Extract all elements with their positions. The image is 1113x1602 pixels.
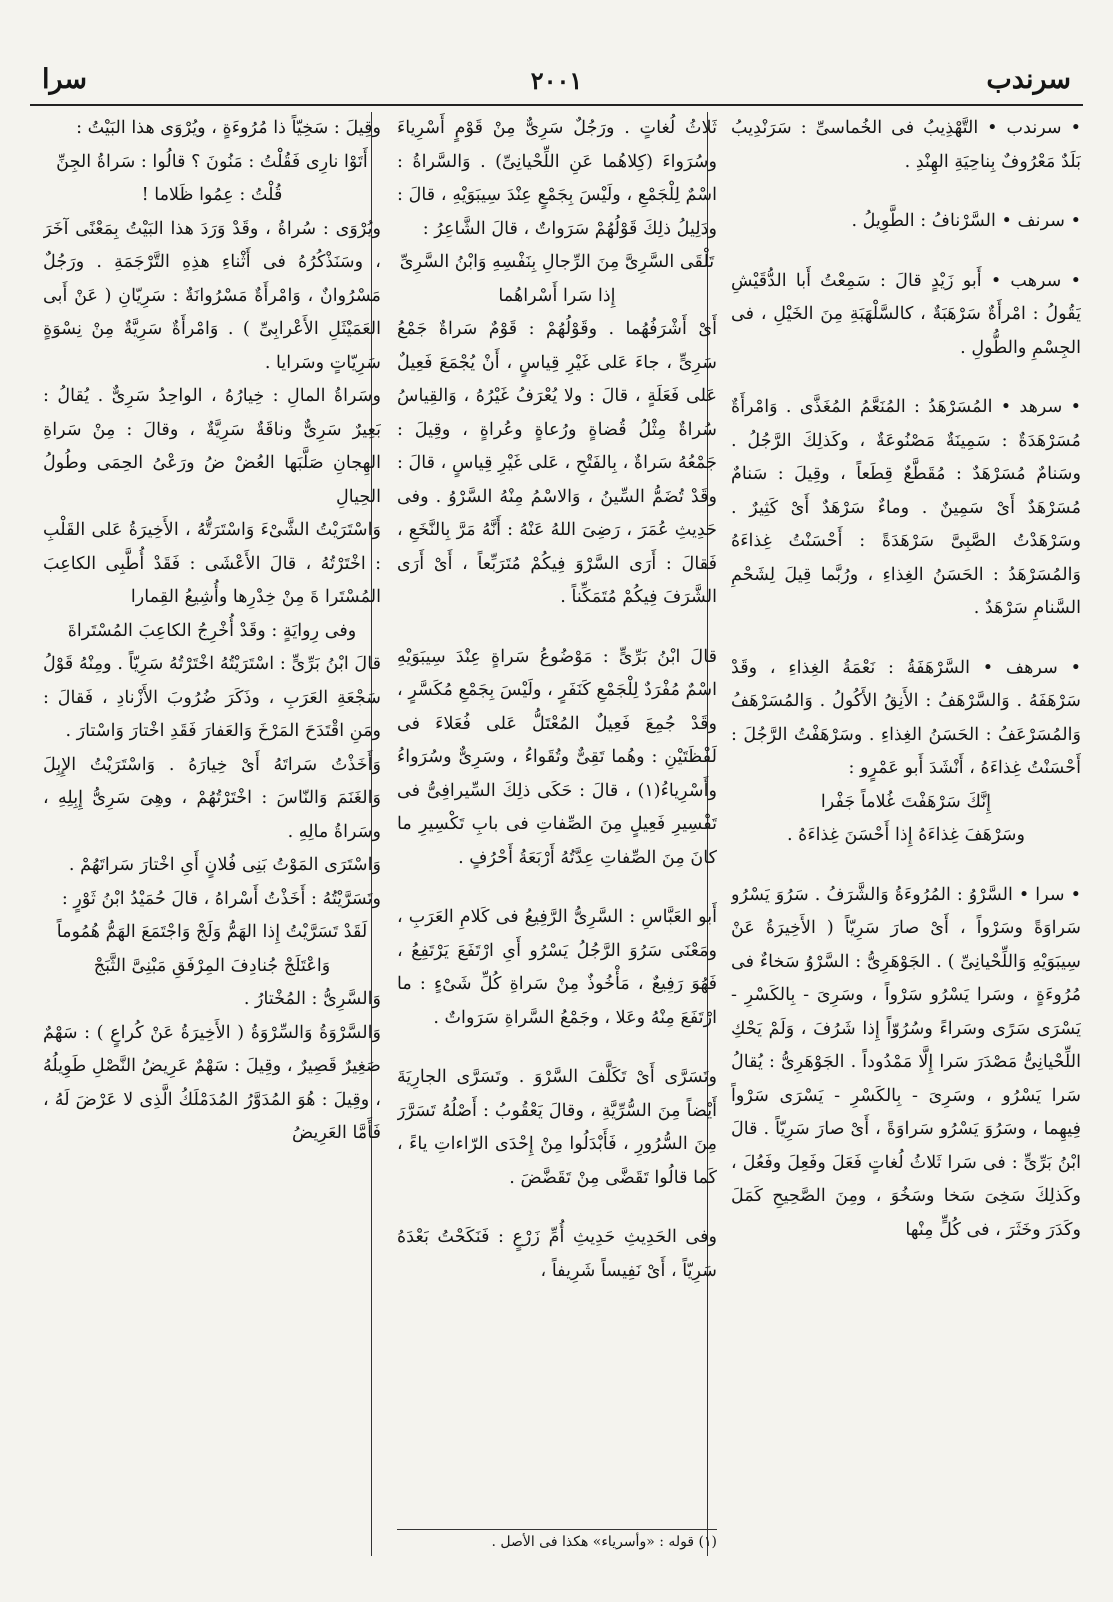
text-paragraph: وَأَخَذْتُ سَراتَهُ أَىْ خِيارَهُ . وَاسْتَرَيْتُ الإِبِلَ وَالغَنَمَ وَالنّاسَ : اخْتَرْتُهُمْ ، وهِىَ سَرِىُّ إِبِلِهِ ، وسَراةُ مالِهِ .: [43, 754, 381, 842]
text-paragraph: وتَسَرَّى أَىْ تَكَلَّفَ السَّرْوَ . وتَسَرَّى الجارِيَةَ أَيْضاً مِنَ السُّرِّيَّةِ ، وقالَ يَعْقُوبُ : أَصْلُهُ تَسَرَّرَ مِنَ السُّرُورِ ، فَأَبْدَلُوا مِنْ إِحْدَى الرّاءاتِ ياءً ، كَما قالُوا تَقَضَّى مِنْ تَقَضَّضَ .: [397, 1067, 717, 1188]
verse-line: إِنَّكَ سَرْهَفْتَ غُلاماً جَفْرا: [820, 791, 992, 812]
footnote: (١) قوله : «وأسرياء» هكذا فى الأصل .: [397, 1529, 717, 1550]
text-paragraph: قالَ ابْنُ بَرِّىٍّ : اسْتَرَيْتُهُ اخْتَرْتُهُ سَرِيّاً . ومِنْهُ قَوْلُ سَجْعَةِ العَرَبِ ، وذَكَرَ ضُرُوبَ الأَزْنادِ ، فَقالَ : ومَنِ اقْتَدَحَ المَرْخَ وَالعَفارَ فَقَدِ اخْتارَ وَاسْتارَ .: [43, 654, 381, 741]
text-paragraph: وَاسْتَرَى المَوْتُ بَنِى فُلانٍ أَىِ اخْتارَ سَراتَهُمْ .: [68, 855, 381, 875]
column-middle: [397, 112, 717, 1556]
page-header: [30, 62, 1083, 106]
entry-paragraph: • سرندب • التَّهْذِيبُ فى الخُماسىِّ : سَرَنْدِيبُ بَلَدٌ مَعْرُوفٌ بِناحِيَةِ الهِنْدِ .: [731, 118, 1081, 172]
entry-paragraph: • سرهف • السَّرْهَفَةُ : نَعْمَةُ الغِذاءِ ، وقَدْ سَرْهَفَهُ . وَالسَّرْهَفُ : الأَنِقُ الأَكُولُ . وَالمُسَرْهَفُ وَالمُسَرْعَفُ : الحَسَنُ الغِذاءِ . وسَرْهَفْتُ الرَّجُلَ : أَحْسَنْتُ غِذاءَهُ ، أَنْشَدَ أَبو عَمْرٍو :: [731, 657, 1081, 778]
header-right-word: سرندب: [986, 64, 1071, 95]
text-paragraph: أَىْ أَشْرَفُهُما . وقَوْلُهُمْ : قَوْمٌ سَراةٌ جَمْعُ سَرِىٍّ ، جاءَ عَلى غَيْرِ قِياسٍ ، أَنْ يُجْمَعَ فَعِيلٌ عَلى فَعَلَةٍ ، قالَ : ولا يُعْرَفُ غَيْرُهُ ، وَالقِياسُ سُراةٌ مِثْلُ قُضاةٍ ورُعاةٍ وعُراةٍ ، وقِيلَ : جَمْعُهُ سَراةٌ ، بِالفَتْحِ ، عَلى غَيْرِ قِياسٍ ، قالَ : وقَدْ تُضَمُّ السِّينُ ، وَالاسْمُ مِنْهُ السَّرْوُ . وفى حَدِيثِ عُمَرَ ، رَضِىَ اللهُ عَنْهُ : أَنَّهُ مَرَّ بِالنَّخَعِ ، فَقالَ : أَرَى السَّرْوَ فِيكُمْ مُتَرَبِّعاً ، أَىْ أَرَى الشَّرَفَ فِيكُمْ مُتَمَكِّناً .: [397, 319, 717, 607]
header-left-word: سرا: [42, 64, 88, 95]
entry-paragraph: • سرهب • أَبو زَيْدٍ قالَ : سَمِعْتُ أَبا الدُّقَيْشِ يَقُولُ : امْرأَةٌ سَرْهَبَةٌ ، كالسَّلْهَبَةِ مِنَ الخَيْلِ ، فى الجِسْمِ والطُّولِ .: [731, 270, 1081, 358]
verse-line: وسَرْهَفَ غِذاءَهُ إِذا أَحْسَنَ غِذاءَهُ .: [786, 825, 1026, 845]
text-paragraph: ثَلاثُ لُغاتٍ . ورَجُلٌ سَرِىٌّ مِنْ قَوْمٍ أَسْرِياءَ وسُرَواءَ (كِلاهُما عَنِ اللِّحْيانِىِّ) . وَالسَّراةُ : اسْمٌ لِلْجَمْعِ ، ولَيْسَ بِجَمْعٍ عِنْدَ سِيبَوَيْهِ ، قالَ : ودَلِيلُ ذلِكَ قَوْلُهُمْ سَرَواتٌ ، قالَ الشَّاعِرُ :: [397, 118, 717, 239]
column-right: [731, 112, 1081, 1556]
verse-line: أَتَوْا نارِى فَقُلْتُ : مَنُونَ ؟ قالُوا : سَراةُ الجِنِّ قُلْتُ : عِمُوا ظَلاما !: [56, 151, 368, 205]
text-paragraph: أَبو العَبَّاسِ : السَّرِىُّ الرَّفِيعُ فى كَلامِ العَرَبِ ، ومَعْنَى سَرُوَ الرَّجُلُ يَسْرُو أَىِ ارْتَفَعَ يَرْتَفِعُ ، فَهُوَ رَفِيعٌ ، مَأْخُوذٌ مِنْ سَراةِ كُلِّ شَىْءٍ : ما ارْتَفَعَ مِنْهُ وعَلا ، وجَمْعُ السَّراةِ سَرَواتٌ .: [397, 907, 717, 1028]
verse-line: وفى رِوايَةٍ : وقَدْ أُخْرِجُ الكاعِبَ المُسْتَراةَ: [67, 620, 357, 641]
column-left: [43, 112, 381, 1556]
text-paragraph: وَاسْتَرَيْتُ الشَّىْءَ وَاسْتَرَتُّهُ ، الأَخِيرَةُ عَلى القَلْبِ : اخْتَرْتُهُ ، قالَ الأَعْشَى : فَقَدْ أُطَّبِى الكاعِبَ المُسْتَرا ةَ مِنْ خِدْرِها وأُشِيعُ القِمارا: [43, 520, 381, 607]
entry-paragraph: • سرهد • المُسَرْهَدُ : المُنَعَّمُ المُغَذَّى . وَامْرأَةٌ مُسَرْهَدَةٌ : سَمِينَةٌ مَصْنُوعَةٌ ، وكَذلِكَ الرَّجُلُ . وسَنامٌ مُسَرْهَدٌ : مُقَطَّعٌ قِطَعاً ، وقِيلَ : سَنامٌ مُسَرْهَدٌ أَىْ سَمِينٌ . وماءٌ سَرْهَدٌ أَىْ كَثِيرٌ . وسَرْهَدْتُ الصَّبِىَّ سَرْهَدَةً : أَحْسَنْتُ غِذاءَهُ وَالمُسَرْهَدُ : الحَسَنُ الغِذاءِ ، ورُبَّما قِيلَ لِشَحْمِ السَّنامِ سَرْهَدٌ .: [731, 397, 1081, 618]
text-paragraph: قالَ ابْنُ بَرِّىٍّ : مَوْضُوعُ سَراةٍ عِنْدَ سِيبَوَيْهِ اسْمٌ مُفْرَدٌ لِلْجَمْعِ كَنَفَرٍ ، ولَيْسَ بِجَمْعِ مُكَسَّرٍ ، وقَدْ جُمِعَ فَعِيلٌ المُعْتَلُّ عَلى فُعَلاءَ فى لَفْظَتَيْنِ : وهُما تَقِىٌّ وتُقَواءُ ، وسَرِىٌّ وسُرَواءُ وأَسْرِياءُ(١) ، قالَ : حَكَى ذلِكَ السِّيرافِىُّ فى تَفْسِيرِ فَعِيلٍ مِنَ الصِّفاتِ فى بابِ تَكْسِيرِ ما كانَ مِنَ الصِّفاتِ عِدَّتُهُ أَرْبَعَةُ أَحْرُفٍ .: [397, 646, 717, 868]
page-number: ٢٠٠١: [530, 66, 583, 95]
text-paragraph: وَالسَّرْوَةُ وَالسِّرْوَةُ ( الأَخِيرَةُ عَنْ كُراعٍ ) : سَهْمٌ صَغِيرٌ قَصِيرٌ ، وقِيلَ : سَهْمٌ عَرِيضُ النَّصْلِ طَوِيلُهُ ، وقِيلَ : هُوَ المُدَوَّرُ المُدَمْلَكُ الَّذِى لا عَرْضَ لَهُ ، فَأَمَّا العَرِيضُ: [43, 1022, 381, 1143]
text-paragraph: وسَراةُ المالِ : خِيارُهُ ، الواحِدُ سَرِىٌّ . يُقالُ : بَعِيرٌ سَرِىٌّ وناقَةٌ سَرِيَّةٌ ، وقالَ : مِنْ سَراةِ الهِجانِ صَلَّبَها العُضْ ضُ ورَعْىُ الحِمَى وطُولُ الحِيالِ: [43, 386, 381, 507]
entry-paragraph: • سرا • السَّرْوُ : المُرُوءَةُ وَالشَّرَفُ . سَرُوَ يَسْرُو سَراوَةً وسَرْواً ، أَىْ صارَ سَرِيّاً ( الأَخِيرَةُ عَنْ سِيبَوَيْهِ وَاللِّحْيانِىِّ ) . الجَوْهَرِىُّ : السَّرْوُ سَخاءٌ فى مُرُوءَةٍ ، وسَرا يَسْرُو سَرْواً ، وسَرِىَ - بِالكَسْرِ - يَسْرَى سَرًى وسَراءً وسُرُوّاً إِذا شَرُفَ ، وَلَمْ يَحْكِ اللِّحْيانِىُّ مَصْدَرَ سَرا إِلَّا مَمْدُوداً . الجَوْهَرِىُّ : يُقالُ سَرا يَسْرُو ، وسَرِىَ - بِالكَسْرِ - يَسْرَى سَرْواً فِيهِما ، وسَرُوَ يَسْرُو سَراوَةً ، أَىْ صارَ سَرِيّاً . قالَ ابْنُ بَرِّىٍّ : فى سَرا ثَلاثُ لُغاتٍ فَعَلَ وفَعِلَ وفَعُلَ ، وكَذلِكَ سَخِىَ سَخا وسَخُوَ ، ومِنَ الصَّحِيحِ كَمَلَ وكَدَرَ وخَثَرَ ، فى كُلٍّ مِنْها: [731, 884, 1081, 1240]
entry-paragraph: • سرنف • السَّرْنافُ : الطَّوِيلُ .: [851, 211, 1081, 231]
text-paragraph: وتَسَرَّيْتُهُ : أَخَذْتُ أَسْراهُ ، قالَ حُمَيْدُ ابْنُ ثَوْرٍ :: [61, 888, 381, 909]
text-paragraph: وقِيلَ : سَخِيّاً ذا مُرُوءَةٍ ، ويُرْوَى هذا البَيْتُ :: [76, 118, 381, 138]
text-paragraph: وفى الحَدِيثِ حَدِيثِ أُمِّ زَرْعٍ : فَنَكَحْتُ بَعْدَهُ سَرِيّاً ، أَىْ نَفِيساً شَرِيفاً ،: [397, 1227, 717, 1281]
text-paragraph: وَالسَّرِىُّ : المُخْتارُ .: [243, 989, 381, 1009]
verse-line: لَقَدْ تَسَرَّيْتُ إِذا الهَمُّ وَلَجْ وَاجْتَمَعَ الهَمُّ هُمُوماً وَاعْتَلَجْ جُنادِفَ المِرْفَقِ مَبْنِىَّ الثَّبَجْ: [56, 922, 368, 976]
text-paragraph: ويُرْوَى : سُراةُ ، وقَدْ وَرَدَ هذا البَيْتُ بِمَعْنًى آخَرَ ، وسَنَذْكُرُهُ فى أَثْناءِ هذِهِ التَّرْجَمَةِ . ورَجُلٌ مَسْرُوانٌ ، وَامْرأَةٌ مَسْرُوانَةٌ : سَرِيّانِ ( عَنْ أَبى العَمَيْثَلِ الأَعْرابِىِّ ) . وَامْرأَةٌ سَرِيَّةٌ مِنْ نِسْوَةٍ سَرِيّاتٍ وسَرايا .: [43, 218, 381, 373]
verse-line: تَلْقَى السَّرِىَّ مِنَ الرِّجالِ بِنَفْسِهِ وَابْنُ السَّرِىِّ إِذا سَرا أَسْراهُما: [399, 252, 715, 306]
